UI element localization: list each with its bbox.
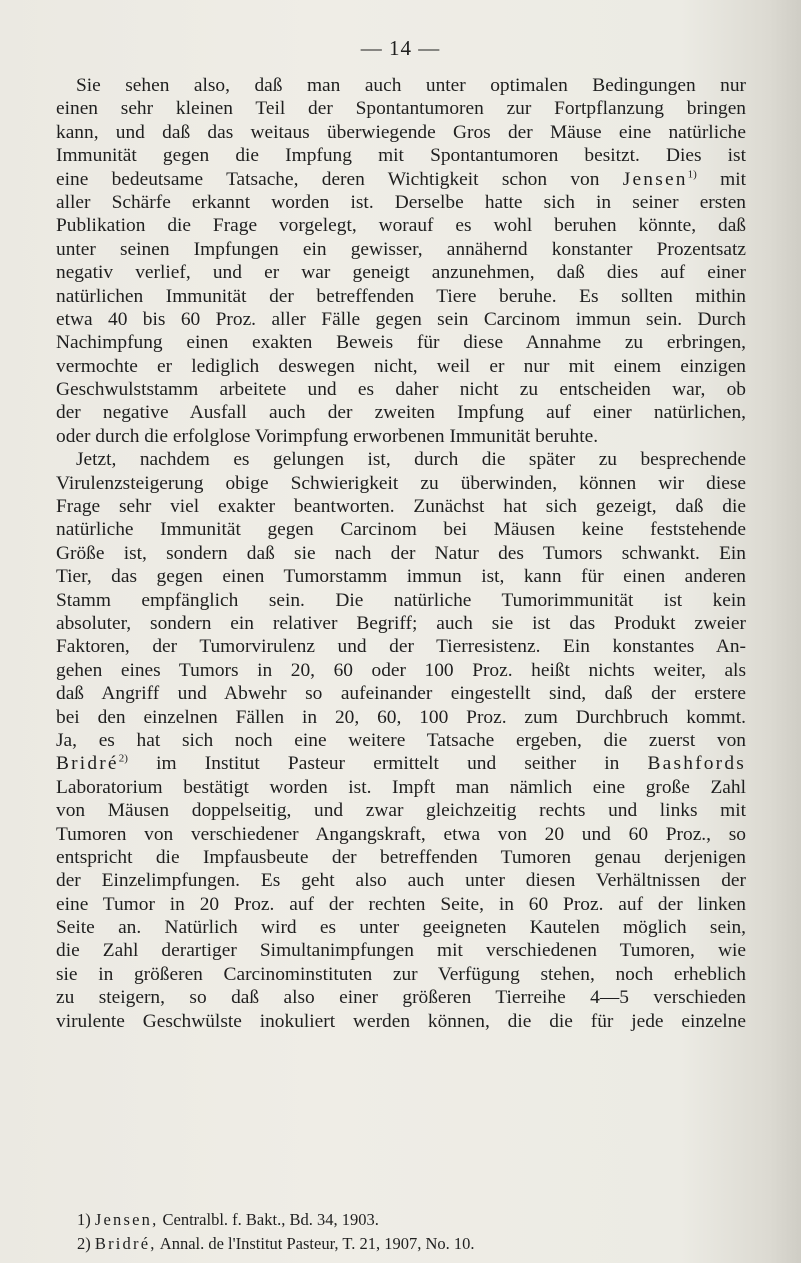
footnote-number: 2) [77, 1234, 91, 1253]
text-line: bei den einzelnen Fällen in 20, 60, 100 Proz. zum Durchbruch kommt. [56, 706, 746, 728]
text-fragment: im Institut Pasteur ermittelt und seither in [156, 753, 620, 775]
text-line: der Einzelimpfungen. Es geht also auch unter diesen Verhältnissen der [56, 870, 746, 892]
text-line: gehen eines Tumors in 20, 60 oder 100 Proz. heißt nichts weiter, als [56, 659, 746, 681]
footnote-number: 1) [77, 1210, 91, 1229]
author-name-bridre: Bridré [56, 753, 119, 775]
text-line: natürliche Immunität gegen Carcinom bei Mäusen keine feststehende [56, 519, 746, 541]
text-line: vermochte er lediglich deswegen nicht, weil er nur mit einem einzigen [56, 355, 746, 377]
text-fragment: eine bedeutsame Tatsache, deren Wichtigkeit schon von [56, 168, 600, 190]
text-line: Frage sehr viel exakter beantworten. Zunächst hat sich gezeigt, daß die [56, 496, 746, 518]
text-line: Virulenzsteigerung obige Schwierigkeit zu überwinden, können wir diese [56, 472, 746, 494]
text-line: aller Schärfe erkannt worden ist. Derselbe hatte sich in seiner ersten [56, 191, 746, 213]
author-name-jensen: Jensen [622, 168, 688, 190]
text-line: sie in größeren Carcinominstituten zur Verfügung stehen, noch erheblich [56, 963, 746, 985]
text-line: kann, und daß das weitaus überwiegende Gros der Mäuse eine natürliche [56, 121, 746, 143]
text-line: Tier, das gegen einen Tumorstamm immun ist, kann für einen anderen [56, 566, 746, 588]
text-line [56, 752, 746, 775]
footnote-author: Jensen, [94, 1210, 159, 1229]
footnote-author: Bridré, [94, 1234, 157, 1253]
text-line: daß Angriff und Abwehr so aufeinander eingestellt sind, daß der erstere [56, 683, 746, 705]
text-line: virulente Geschwülste inokuliert werden können, die die für jede einzelne [56, 1010, 746, 1032]
text-line [56, 168, 746, 191]
footnote-ref-1: 1) [687, 168, 697, 181]
text-line: Ja, es hat sich noch eine weitere Tatsache ergeben, die zuerst von [56, 729, 746, 751]
text-line: der negative Ausfall auch der zweiten Impfung auf einer natürlichen, [56, 402, 746, 424]
body-text [56, 74, 746, 1033]
text-line: Tumoren von verschiedener Angangskraft, etwa von 20 und 60 Proz., so [56, 823, 746, 845]
text-line: etwa 40 bis 60 Proz. aller Fälle gegen sein Carcinom immun sein. Durch [56, 308, 746, 330]
text-line: Nachimpfung einen exakten Beweis für diese Annahme zu erbringen, [56, 332, 746, 354]
text-line: eine Tumor in 20 Proz. auf der rechten Seite, in 60 Proz. auf der linken [56, 893, 746, 915]
footnote-1 [77, 1208, 717, 1232]
text-fragment: mit [720, 168, 746, 190]
text-line: Stamm empfänglich sein. Die natürliche Tumorimmunität ist kein [56, 589, 746, 611]
text-line: Jetzt, nachdem es gelungen ist, durch die später zu besprechende [76, 449, 746, 471]
text-line: Faktoren, der Tumorvirulenz und der Tierresistenz. Ein konstantes An- [56, 636, 746, 658]
footnote-text: Centralbl. f. Bakt., Bd. 34, 1903. [162, 1210, 379, 1229]
text-line: absoluter, sondern ein relativer Begriff; auch sie ist das Produkt zweier [56, 612, 746, 634]
text-line: Immunität gegen die Impfung mit Spontantumoren besitzt. Dies ist [56, 145, 746, 167]
text-line: entspricht die Impfausbeute der betreffenden Tumoren genau derjenigen [56, 846, 746, 868]
text-line: Geschwulststamm arbeitete und es daher nicht zu entscheiden war, ob [56, 379, 746, 401]
footnote-2 [77, 1232, 717, 1256]
footnote-ref-2: 2) [118, 752, 128, 765]
text-line: die Zahl derartiger Simultanimpfungen mit verschiedenen Tumoren, wie [56, 940, 746, 962]
author-name-bashfords: Bashfords [647, 753, 746, 775]
text-line: Publikation die Frage vorgelegt, worauf es wohl beruhen könnte, daß [56, 215, 746, 237]
text-line: negativ verlief, und er war geneigt anzunehmen, daß dies auf einer [56, 262, 746, 284]
text-line: von Mäusen doppelseitig, und zwar gleichzeitig rechts und links mit [56, 800, 746, 822]
text-line: zu steigern, so daß also einer größeren Tierreihe 4—5 verschieden [56, 987, 746, 1009]
text-line: oder durch die erfolglose Vorimpfung erworbenen Immunität beruhte. [56, 425, 599, 447]
text-line: Seite an. Natürlich wird es unter geeigneten Kautelen möglich sein, [56, 917, 746, 939]
page-number: — 14 — [360, 36, 441, 60]
footnotes [77, 1208, 717, 1256]
text-line: einen sehr kleinen Teil der Spontantumoren zur Fortpflanzung bringen [56, 98, 746, 120]
text-line: Laboratorium bestätigt worden ist. Impft man nämlich eine große Zahl [56, 776, 746, 798]
text-line: Sie sehen also, daß man auch unter optimalen Bedingungen nur [76, 75, 746, 96]
text-line: Größe ist, sondern daß sie nach der Natur des Tumors schwankt. Ein [56, 542, 746, 564]
footnote-text: Annal. de l'Institut Pasteur, T. 21, 1907, No. 10. [159, 1234, 475, 1253]
text-line: natürlichen Immunität der betreffenden Tiere beruhe. Es sollten mithin [56, 285, 746, 307]
text-line: unter seinen Impfungen ein gewisser, annähernd konstanter Prozentsatz [56, 238, 746, 260]
